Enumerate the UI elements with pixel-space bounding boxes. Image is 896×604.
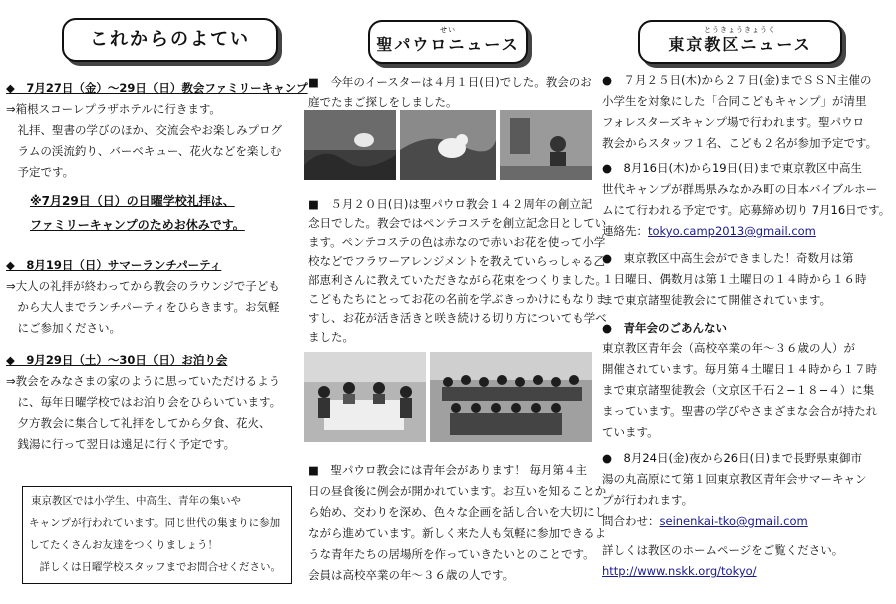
group-photo [430, 352, 592, 442]
p4-heading: ● 青年会のごあんない [602, 321, 728, 335]
info-box [22, 486, 292, 584]
item2-line-3: にご参加ください。 [6, 321, 121, 335]
p1-line-3: フォレスターズキャンプ場で行われます。聖パウロ [602, 115, 865, 129]
chicken-figure-photo-icon [400, 110, 496, 180]
st-paul-banner [368, 20, 528, 64]
item3-heading: ◆ 9月29日（土）～30日（日）お泊り会 [6, 353, 228, 367]
p2-line-2: 世代キャンプが群馬県みなかみ町の日本バイブルホー [602, 182, 878, 196]
p4-line-2: 開催されています。毎月第４土曜日１４時から１７時 [602, 362, 878, 376]
tokyo-diocese-banner-title: 東京教区ニュース [668, 35, 812, 54]
p5-contact [602, 511, 808, 531]
youth-line-2: 日の昼食後に例会が開かれています。お互いを知ることか [308, 484, 607, 498]
item2-line-2: から大人までランチパーティをひらきます。お気軽 [6, 300, 280, 314]
easter-photo-1 [304, 110, 396, 180]
tokyo-diocese-banner-ruby: とうきょうきょうく [704, 26, 776, 34]
footer-link-row [602, 561, 757, 581]
youth-line-6: 会員は高校卒業の年～３６歳の人です。 [308, 568, 515, 582]
easter-line-2: 庭でたまご探しをしました。 [308, 95, 458, 109]
pentecost-line-6: こどもたちにとってお花の名前を学ぶきっかけにもなりま [308, 292, 607, 306]
item3-line-3: 夕方教会に集合して礼拝をしてから夕食、花火、 [6, 416, 271, 430]
diocese-homepage-link[interactable]: http://www.nskk.org/tokyo/ [602, 564, 757, 578]
p3-line-2: １日曜日、偶数月は第１土曜日の１４時から１６時 [602, 272, 867, 286]
youth-line-4: ながら進めています。新しく来た人も気軽に参加できるよ [308, 526, 607, 540]
info-box-line-2: キャンプが行われています。同じ世代の集まりに参加 [29, 517, 281, 529]
flower-arrangement-photo [304, 352, 426, 442]
group-table-photo-icon [304, 352, 426, 442]
p2-line-1: ● 8月16日(木)から19日(日)まで東京教区中高生 [602, 161, 863, 175]
easter-photo-3 [500, 110, 592, 180]
p4-line-1: 東京教区青年会（高校卒業の年～３６歳の人）が [602, 341, 855, 355]
item1-line-1: ⇒箱根スコーレプラザホテルに行きます。 [6, 102, 221, 116]
p2-line-3: ムにて行われる予定です。応募締め切り 7月16日です。 [602, 203, 891, 217]
p2-contact-label: 連絡先： [602, 224, 648, 238]
youth-line-3: ら始め、交わりを深め、色々な企画を話し合いを大切にし [308, 505, 607, 519]
info-box-line-1: 東京教区では小学生、中高生、青年の集いや [31, 495, 241, 507]
pentecost-line-4: 校などでフラワーアレンジメントを教えていらっしゃる乙 [308, 254, 606, 268]
p5-line-3: プが行われます。 [602, 493, 694, 507]
notice-line-2: ファミリーキャンプのためお休みです。 [30, 218, 245, 232]
easter-photo-2 [400, 110, 496, 180]
youth-line-1: ■ 聖パウロ教会には青年会があります！ 毎月第４主 [308, 463, 588, 477]
notice-line-1: ※7月29日（日）の日曜学校礼拝は、 [30, 194, 235, 208]
item1-heading: ◆ 7月27日（金）～29日（日）教会ファミリーキャンプ [6, 81, 308, 95]
children-searching-photo-icon [500, 110, 592, 180]
tokyo-diocese-news-column [596, 0, 896, 604]
st-paul-banner-ruby: せい [440, 26, 456, 34]
st-paul-banner-title: 聖パウロニュース [376, 35, 520, 54]
schedule-column [0, 0, 308, 604]
info-box-line-3: してたくさんお友達をつくりましょう！ [29, 539, 218, 551]
pentecost-line-7: すし、お花が活き活きと咲き続ける切り方についても学べ [308, 311, 607, 325]
youth-contact-email-link[interactable]: seinenkai-tko@gmail.com [659, 514, 808, 528]
item1-line-2: 礼拝、聖書の学びのほか、交流会やお楽しみプログ [6, 123, 282, 137]
schedule-banner-title: これからのよてい [90, 29, 250, 50]
camp-contact-email-link[interactable]: tokyo.camp2013@gmail.com [648, 224, 816, 238]
tokyo-diocese-banner [638, 20, 842, 64]
schedule-banner [62, 18, 278, 62]
p1-line-1: ● ７月２５日(木)から２７日(金)までＳＳＮ主催の [602, 73, 872, 87]
garden-photo-icon [304, 110, 396, 180]
easter-line-1: ■ 今年のイースターは４月１日(日)でした。教会のお [308, 75, 592, 89]
item3-line-2: に、毎年日曜学校ではお泊り会をひらいています。 [6, 395, 282, 409]
p5-line-2: 湯の丸高原にて第１回東京教区青年会サマーキャン [602, 472, 867, 486]
st-paul-news-column [300, 0, 607, 604]
info-box-line-4: 詳しくは日曜学校スタッフまでお問合せください。 [29, 561, 281, 573]
item2-line-1: ⇒大人の礼拝が終わってから教会のラウンジで子ども [6, 279, 280, 293]
group-portrait-photo-icon [430, 352, 592, 442]
item2-heading: ◆ 8月19日（日）サマーランチパーティ [6, 258, 222, 272]
footer-line: 詳しくは教区のホームページをご覧ください。 [602, 543, 844, 557]
item3-line-4: 銭湯に行って翌日は遠足に行く予定です。 [6, 437, 236, 451]
p5-contact-label: 問合わせ： [602, 514, 660, 528]
p4-line-3: まで東京諸聖徒教会（文京区千石２−１８−４）に集 [602, 383, 875, 397]
p1-line-4: 教会からスタッフ１名、こども２名が参加予定です。 [602, 136, 878, 150]
pentecost-line-1: ■ ５月２０日(日)は聖パウロ教会１４２周年の創立記 [308, 197, 593, 211]
p5-line-1: ● 8月24日(金)夜から26日(日)まで長野県東御市 [602, 451, 863, 465]
p2-contact [602, 221, 816, 241]
item3-line-1: ⇒教会をみなさまの家のように思っていただけるよう [6, 374, 281, 388]
p1-line-2: 小学生を対象にした「合同こどもキャンプ」が清里 [602, 94, 867, 108]
pentecost-line-8: ました。 [308, 330, 354, 344]
p3-line-3: まで東京諸聖徒教会にて開催されています。 [602, 293, 832, 307]
pentecost-line-5: 部恵利さんに教えていただきながら花束をつくりました。 [308, 273, 607, 287]
pentecost-line-3: ます。ペンテコステの色は赤なので赤いお花を使って小学 [308, 235, 606, 249]
pentecost-line-2: 念日でした。教会ではペンテコステを創立記念日としてい [308, 216, 607, 230]
p3-line-1: ● 東京教区中高生会ができました！奇数月は第 [602, 251, 854, 265]
item1-line-3: ラムの渓流釣り、バーベキュー、花火などを楽しむ [6, 144, 282, 158]
p4-line-5: ています。 [602, 425, 659, 439]
item1-line-4: 予定です。 [6, 165, 75, 179]
p4-line-4: まっています。聖書の学びやさまざまな会合が持たれ [602, 404, 878, 418]
youth-line-5: うな青年たちの居場所を作っていきたいとのことです。 [308, 547, 595, 561]
